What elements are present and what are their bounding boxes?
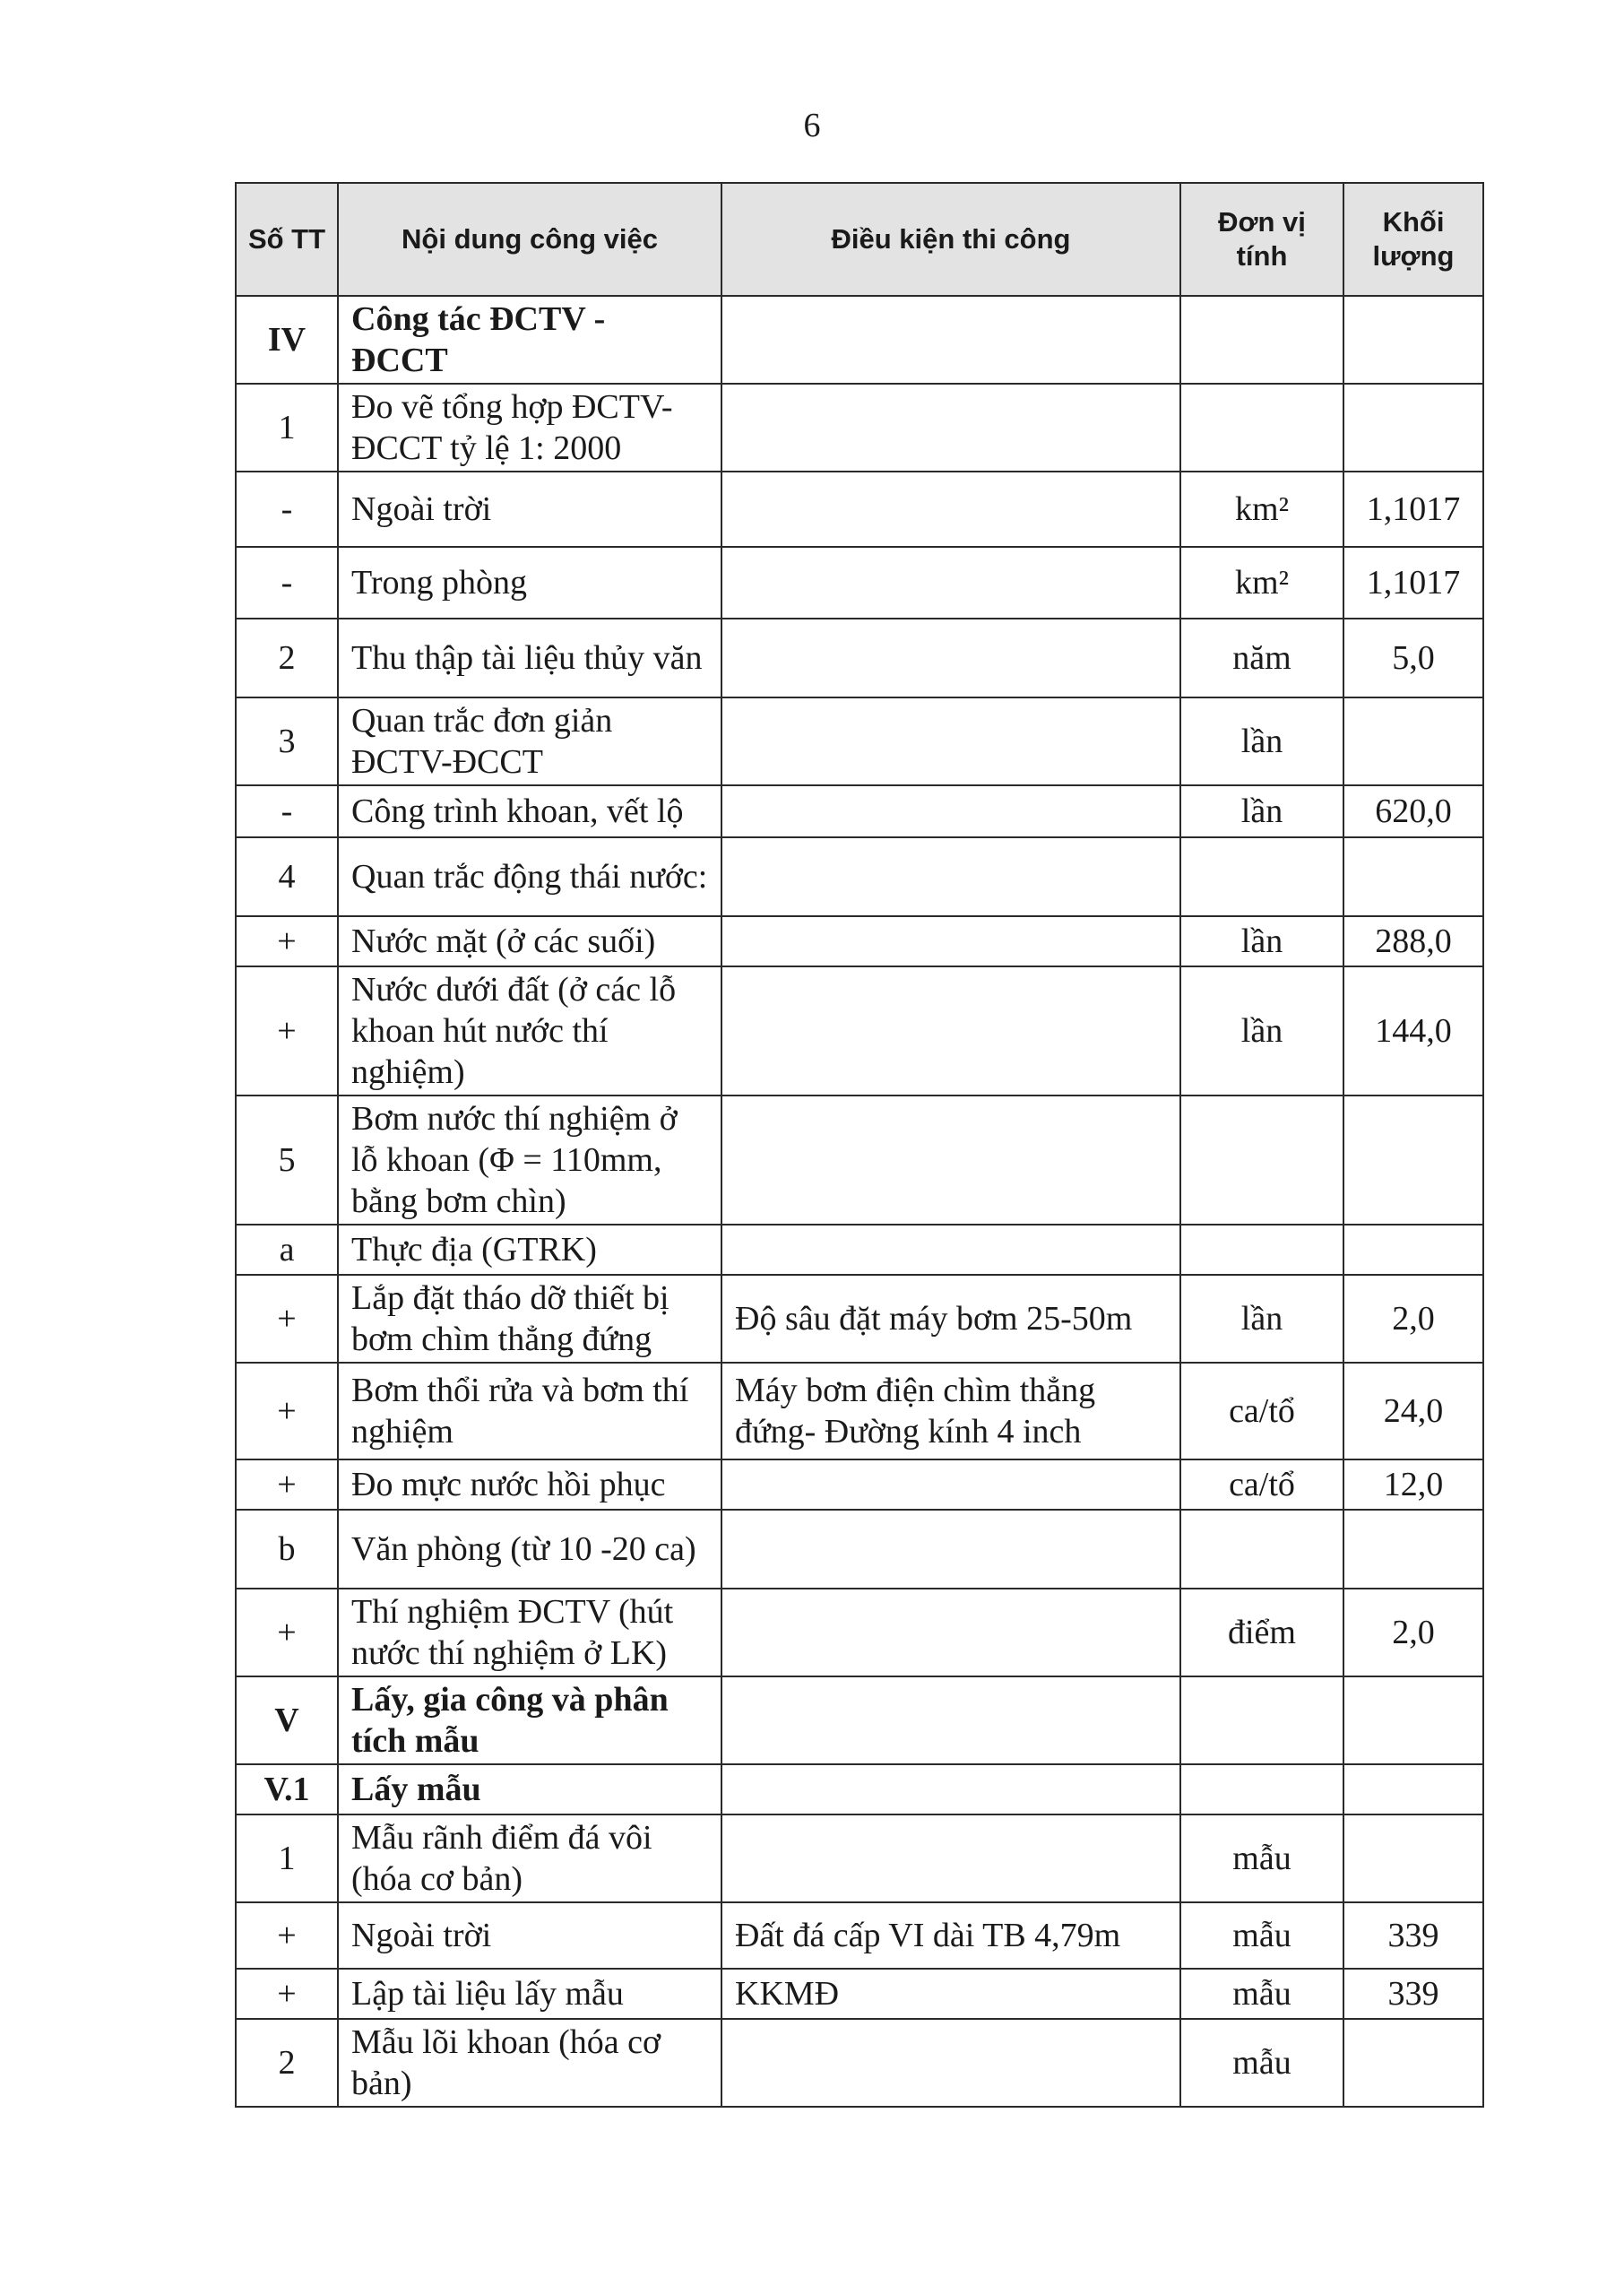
row-stt-cell: +	[236, 1275, 338, 1363]
row-content-cell: Đo mực nước hồi phục	[338, 1459, 721, 1510]
row-stt-cell: b	[236, 1510, 338, 1589]
page-number: 6	[803, 107, 821, 144]
table-row	[236, 547, 1483, 619]
row-quantity-cell: 288,0	[1343, 916, 1483, 966]
row-quantity-cell: 2,0	[1343, 1589, 1483, 1676]
row-condition-cell	[721, 916, 1180, 966]
table-row	[236, 966, 1483, 1096]
row-quantity-cell	[1343, 1096, 1483, 1225]
row-quantity-cell	[1343, 697, 1483, 785]
row-unit-cell: mẫu	[1180, 1902, 1343, 1969]
row-condition-cell	[721, 1764, 1180, 1814]
row-quantity-cell	[1343, 296, 1483, 384]
row-unit-cell	[1180, 1510, 1343, 1589]
header-quantity: Khối lượng	[1343, 183, 1483, 296]
row-stt-cell: 2	[236, 2019, 338, 2107]
row-stt-cell: V.1	[236, 1764, 338, 1814]
row-unit-cell	[1180, 296, 1343, 384]
row-quantity-cell	[1343, 1676, 1483, 1764]
table-row	[236, 472, 1483, 547]
row-condition-cell	[721, 1676, 1180, 1764]
row-unit-cell: lần	[1180, 916, 1343, 966]
row-content-cell: Thí nghiệm ĐCTV (hút nước thí nghiệm ở LK)	[338, 1589, 721, 1676]
row-stt-cell: -	[236, 472, 338, 547]
row-condition-cell	[721, 547, 1180, 619]
row-stt-cell: +	[236, 1969, 338, 2019]
row-condition-cell	[721, 1225, 1180, 1275]
row-stt-cell: +	[236, 1459, 338, 1510]
row-content-cell: Lắp đặt tháo dỡ thiết bị bơm chìm thẳng đứng	[338, 1275, 721, 1363]
table-row	[236, 1764, 1483, 1814]
row-stt-cell: IV	[236, 296, 338, 384]
table-row	[236, 1459, 1483, 1510]
row-unit-cell	[1180, 1225, 1343, 1275]
row-quantity-cell	[1343, 1225, 1483, 1275]
row-unit-cell: năm	[1180, 619, 1343, 697]
row-unit-cell: điểm	[1180, 1589, 1343, 1676]
row-stt-cell: 5	[236, 1096, 338, 1225]
row-content-cell: Nước dưới đất (ở các lỗ khoan hút nước thí nghiệm)	[338, 966, 721, 1096]
row-quantity-cell: 1,1017	[1343, 547, 1483, 619]
row-content-cell: Lấy, gia công và phân tích mẫu	[338, 1676, 721, 1764]
row-content-cell: Văn phòng (từ 10 -20 ca)	[338, 1510, 721, 1589]
table-row	[236, 785, 1483, 837]
row-condition-cell: Đất đá cấp VI dài TB 4,79m	[721, 1902, 1180, 1969]
row-content-cell: Bơm nước thí nghiệm ở lỗ khoan (Φ = 110mm, bằng bơm chìn)	[338, 1096, 721, 1225]
row-stt-cell: 2	[236, 619, 338, 697]
row-content-cell: Quan trắc động thái nước:	[338, 837, 721, 916]
row-quantity-cell	[1343, 1814, 1483, 1902]
row-content-cell: Lấy mẫu	[338, 1764, 721, 1814]
row-condition-cell	[721, 697, 1180, 785]
row-stt-cell: 4	[236, 837, 338, 916]
table-row	[236, 1902, 1483, 1969]
row-condition-cell	[721, 296, 1180, 384]
table-row	[236, 697, 1483, 785]
row-quantity-cell: 144,0	[1343, 966, 1483, 1096]
row-stt-cell: 1	[236, 384, 338, 472]
row-condition-cell	[721, 1459, 1180, 1510]
row-condition-cell	[721, 619, 1180, 697]
row-quantity-cell: 2,0	[1343, 1275, 1483, 1363]
header-unit: Đơn vị tính	[1180, 183, 1343, 296]
table-row	[236, 1510, 1483, 1589]
row-content-cell: Thực địa (GTRK)	[338, 1225, 721, 1275]
row-condition-cell	[721, 966, 1180, 1096]
row-condition-cell	[721, 1510, 1180, 1589]
row-quantity-cell: 339	[1343, 1902, 1483, 1969]
table-row	[236, 1225, 1483, 1275]
header-condition: Điều kiện thi công	[721, 183, 1180, 296]
row-content-cell: Ngoài trời	[338, 1902, 721, 1969]
row-content-cell: Công trình khoan, vết lộ	[338, 785, 721, 837]
row-unit-cell: ca/tổ	[1180, 1363, 1343, 1459]
row-content-cell: Quan trắc đơn giản ĐCTV-ĐCCT	[338, 697, 721, 785]
row-unit-cell: lần	[1180, 697, 1343, 785]
work-volume-table	[235, 182, 1484, 2108]
table-row	[236, 1363, 1483, 1459]
row-quantity-cell: 5,0	[1343, 619, 1483, 697]
table-header-row	[236, 183, 1483, 296]
row-stt-cell: 1	[236, 1814, 338, 1902]
row-condition-cell: Máy bơm điện chìm thẳng đứng- Đường kính 4 inch	[721, 1363, 1180, 1459]
row-quantity-cell	[1343, 1764, 1483, 1814]
table-body	[236, 296, 1483, 2107]
table-row	[236, 2019, 1483, 2107]
table-row	[236, 837, 1483, 916]
row-stt-cell: +	[236, 916, 338, 966]
row-unit-cell: lần	[1180, 1275, 1343, 1363]
row-unit-cell	[1180, 1676, 1343, 1764]
row-condition-cell	[721, 785, 1180, 837]
header-content: Nội dung công việc	[338, 183, 721, 296]
row-stt-cell: +	[236, 1589, 338, 1676]
table-row	[236, 1096, 1483, 1225]
table-row	[236, 1589, 1483, 1676]
row-unit-cell: km²	[1180, 547, 1343, 619]
row-stt-cell: +	[236, 1902, 338, 1969]
row-stt-cell: -	[236, 785, 338, 837]
row-content-cell: Công tác ĐCTV - ĐCCT	[338, 296, 721, 384]
table-row	[236, 1969, 1483, 2019]
row-unit-cell: mẫu	[1180, 1969, 1343, 2019]
row-unit-cell: ca/tổ	[1180, 1459, 1343, 1510]
row-content-cell: Mẫu rãnh điểm đá vôi (hóa cơ bản)	[338, 1814, 721, 1902]
row-condition-cell	[721, 837, 1180, 916]
table-row	[236, 916, 1483, 966]
row-content-cell: Trong phòng	[338, 547, 721, 619]
row-unit-cell: lần	[1180, 785, 1343, 837]
row-condition-cell: Độ sâu đặt máy bơm 25-50m	[721, 1275, 1180, 1363]
row-quantity-cell	[1343, 1510, 1483, 1589]
row-stt-cell: +	[236, 1363, 338, 1459]
row-content-cell: Lập tài liệu lấy mẫu	[338, 1969, 721, 2019]
row-stt-cell: +	[236, 966, 338, 1096]
row-condition-cell	[721, 1814, 1180, 1902]
row-condition-cell	[721, 1096, 1180, 1225]
table-row	[236, 619, 1483, 697]
row-content-cell: Bơm thổi rửa và bơm thí nghiệm	[338, 1363, 721, 1459]
row-quantity-cell: 24,0	[1343, 1363, 1483, 1459]
table-row	[236, 384, 1483, 472]
row-stt-cell: V	[236, 1676, 338, 1764]
table-row	[236, 296, 1483, 384]
row-unit-cell	[1180, 1096, 1343, 1225]
row-stt-cell: -	[236, 547, 338, 619]
table-row	[236, 1814, 1483, 1902]
row-quantity-cell: 12,0	[1343, 1459, 1483, 1510]
row-condition-cell: KKMĐ	[721, 1969, 1180, 2019]
row-condition-cell	[721, 1589, 1180, 1676]
row-quantity-cell: 1,1017	[1343, 472, 1483, 547]
row-unit-cell	[1180, 837, 1343, 916]
row-content-cell: Nước mặt (ở các suối)	[338, 916, 721, 966]
row-unit-cell: mẫu	[1180, 1814, 1343, 1902]
row-stt-cell: a	[236, 1225, 338, 1275]
row-unit-cell: lần	[1180, 966, 1343, 1096]
row-condition-cell	[721, 472, 1180, 547]
row-quantity-cell	[1343, 384, 1483, 472]
row-unit-cell	[1180, 384, 1343, 472]
row-quantity-cell	[1343, 2019, 1483, 2107]
row-content-cell: Mẫu lõi khoan (hóa cơ bản)	[338, 2019, 721, 2107]
row-content-cell: Thu thập tài liệu thủy văn	[338, 619, 721, 697]
row-unit-cell	[1180, 1764, 1343, 1814]
table-row	[236, 1275, 1483, 1363]
row-content-cell: Ngoài trời	[338, 472, 721, 547]
row-quantity-cell: 339	[1343, 1969, 1483, 2019]
row-unit-cell: mẫu	[1180, 2019, 1343, 2107]
header-stt: Số TT	[236, 183, 338, 296]
row-content-cell: Đo vẽ tổng hợp ĐCTV-ĐCCT tỷ lệ 1: 2000	[338, 384, 721, 472]
row-condition-cell	[721, 2019, 1180, 2107]
row-quantity-cell: 620,0	[1343, 785, 1483, 837]
row-condition-cell	[721, 384, 1180, 472]
row-unit-cell: km²	[1180, 472, 1343, 547]
row-quantity-cell	[1343, 837, 1483, 916]
row-stt-cell: 3	[236, 697, 338, 785]
table-row	[236, 1676, 1483, 1764]
